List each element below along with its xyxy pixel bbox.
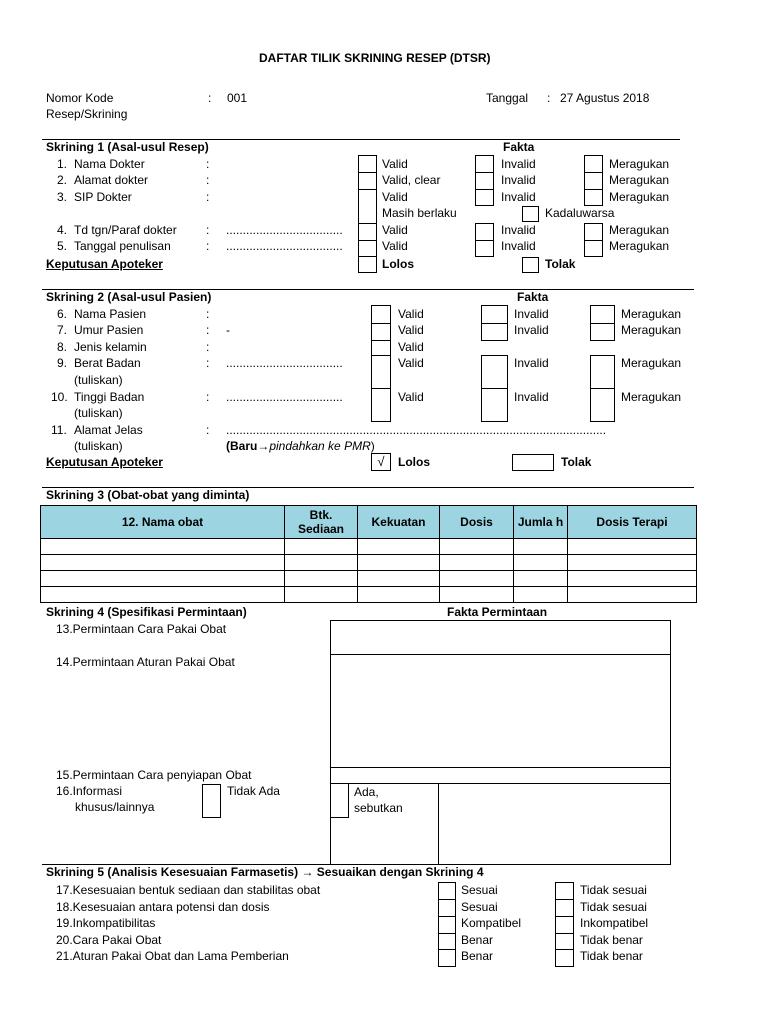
checkbox[interactable] [481, 305, 508, 324]
option-label: Valid [382, 157, 408, 171]
item-number: 11. [51, 423, 67, 437]
checkbox[interactable] [555, 949, 574, 967]
table-row [41, 555, 697, 571]
checkbox[interactable] [475, 189, 494, 206]
checkbox[interactable] [584, 223, 603, 241]
option-label: Invalid [501, 173, 536, 187]
option-label: Meragukan [621, 356, 682, 370]
colon: : [206, 356, 210, 370]
option-label: Meragukan [609, 239, 670, 253]
colon: : [206, 340, 210, 354]
checkbox[interactable] [590, 323, 615, 341]
checkbox[interactable] [590, 355, 615, 389]
checkbox[interactable] [481, 323, 508, 341]
option-label: Sesuai [461, 883, 498, 897]
checkbox[interactable] [584, 172, 603, 190]
option-label: Invalid [501, 157, 536, 171]
decision-label: Keputusan Apoteker [46, 455, 163, 469]
option-label: Benar [461, 949, 494, 963]
colon: : [547, 91, 551, 105]
option-label: Valid [382, 223, 408, 237]
item-number: 9. [57, 356, 68, 370]
checkbox[interactable] [371, 355, 391, 389]
checkbox[interactable] [438, 949, 456, 967]
table-cell[interactable] [568, 539, 697, 555]
item-label: 13.Permintaan Cara Pakai Obat [56, 622, 227, 636]
table-cell[interactable] [358, 539, 440, 555]
baru-close: ) [370, 439, 375, 453]
section-4-title: Skrining 4 (Spesifikasi Permintaan) [46, 605, 247, 619]
option-label: Invalid [514, 390, 549, 404]
section-1-title: Skrining 1 (Asal-usul Resep) [46, 140, 209, 154]
item-label: Alamat dokter [74, 173, 149, 187]
item-label: 18.Kesesuaian antara potensi dan dosis [56, 900, 270, 914]
checkbox[interactable] [371, 340, 391, 356]
checkbox[interactable] [475, 172, 494, 190]
item-number: 6. [57, 307, 68, 321]
table-row [41, 571, 697, 587]
colon: : [206, 423, 210, 437]
checkbox[interactable] [358, 223, 377, 241]
table-cell[interactable] [285, 539, 358, 555]
item-number: 8. [57, 340, 68, 354]
item-number: 1. [57, 157, 68, 171]
checkbox[interactable] [358, 189, 377, 224]
code-label: Nomor Kode [46, 91, 114, 105]
checkbox[interactable] [584, 189, 603, 206]
item-label: Tanggal penulisan [74, 239, 171, 253]
table-row [41, 539, 697, 555]
checkbox[interactable] [371, 388, 391, 422]
checkbox[interactable] [555, 916, 574, 934]
checkbox[interactable] [522, 206, 539, 222]
item-label: 20.Cara Pakai Obat [56, 933, 162, 947]
item-sublabel: (tuliskan) [74, 406, 123, 420]
column-header: 12. Nama obat [41, 506, 285, 539]
item-label: Umur Pasien [74, 323, 144, 337]
checkbox[interactable] [584, 155, 603, 173]
lolos-label: Lolos [398, 455, 430, 469]
item-label: Alamat Jelas [74, 423, 143, 437]
checkbox[interactable] [438, 916, 456, 934]
baru-label: (Baru [226, 439, 258, 453]
item-number: 3. [57, 190, 68, 204]
option-label: Valid, clear [382, 173, 441, 187]
table-cell[interactable] [514, 587, 568, 603]
option-label: Valid [398, 323, 424, 337]
item-label: Nama Dokter [74, 157, 145, 171]
item-fill: ................................... [226, 239, 343, 253]
column-header: Kekuatan [358, 506, 440, 539]
item-fill: ................................... [226, 223, 343, 237]
divider [330, 783, 671, 784]
checkbox[interactable] [555, 882, 574, 900]
fakta-header: Fakta [517, 290, 549, 304]
section-3-title: Skrining 3 (Obat-obat yang diminta) [46, 488, 250, 502]
item-label: khusus/lainnya [75, 800, 155, 814]
checkbox-tolak[interactable] [512, 454, 554, 471]
tidak-ada-label: Tidak Ada [227, 784, 280, 798]
table-cell[interactable] [358, 571, 440, 587]
checkbox[interactable] [358, 172, 377, 190]
table-cell[interactable] [358, 555, 440, 571]
option-label: Valid [398, 356, 424, 370]
checkbox-lolos[interactable] [358, 256, 377, 273]
item-fill: .................................................................................................................. [226, 423, 607, 437]
baru-note-text: pindahkan ke PMR [269, 439, 371, 453]
item-label: 17.Kesesuaian bentuk sediaan dan stabilitas obat [56, 883, 321, 897]
checkbox[interactable] [590, 305, 615, 324]
item-label: 19.Inkompatibilitas [56, 916, 156, 930]
checkbox[interactable] [371, 323, 391, 341]
option-label: Invalid [514, 356, 549, 370]
table-cell[interactable] [41, 587, 285, 603]
table-cell[interactable] [358, 587, 440, 603]
checkbox-tidak-ada[interactable] [202, 784, 221, 818]
table-cell[interactable] [568, 555, 697, 571]
item-number: 5. [57, 239, 68, 253]
checkbox[interactable] [555, 899, 574, 917]
checkbox[interactable] [584, 240, 603, 257]
item-label: 16.Informasi [56, 784, 123, 798]
item-label: Jenis kelamin [74, 340, 147, 354]
checkbox[interactable] [358, 155, 377, 173]
column-header: Btk. Sediaan [285, 506, 358, 539]
colon: : [208, 91, 212, 105]
checkbox[interactable] [555, 933, 574, 950]
checkbox[interactable] [438, 933, 456, 950]
table-cell[interactable] [440, 555, 514, 571]
option-label: Invalid [514, 307, 549, 321]
column-header: Jumla h [514, 506, 568, 539]
table-cell[interactable] [568, 587, 697, 603]
item-label: Tinggi Badan [74, 390, 145, 404]
item-fill: - [226, 323, 230, 337]
divider [348, 783, 349, 817]
option-label: Meragukan [609, 223, 670, 237]
table-cell[interactable] [440, 571, 514, 587]
checkbox[interactable] [481, 388, 508, 422]
option-label: Invalid [514, 323, 549, 337]
checkbox[interactable] [481, 355, 508, 389]
item-label: SIP Dokter [74, 190, 132, 204]
colon: : [206, 307, 210, 321]
item-label: 21.Aturan Pakai Obat dan Lama Pemberian [56, 949, 289, 963]
option-label: Meragukan [621, 390, 682, 404]
column-header: Dosis Terapi [568, 506, 697, 539]
item-number: 7. [57, 323, 68, 337]
colon: : [206, 239, 210, 253]
table-cell[interactable] [514, 539, 568, 555]
baru-note [226, 439, 375, 453]
checkbox[interactable] [371, 305, 391, 324]
item-sublabel: (tuliskan) [74, 439, 123, 453]
option-label: Tidak sesuai [580, 900, 647, 914]
checkbox[interactable] [475, 155, 494, 173]
code-label-2: Resep/Skrining [46, 107, 128, 121]
tolak-label: Tolak [561, 455, 592, 469]
option-label: Valid [398, 340, 424, 354]
section-5-title [46, 865, 484, 879]
ada-label: Ada, [354, 785, 379, 799]
colon: : [206, 190, 210, 204]
option-label: Meragukan [609, 157, 670, 171]
option-label: Kadaluwarsa [545, 206, 615, 220]
checkbox[interactable] [475, 223, 494, 241]
arrow-icon: → [301, 865, 314, 879]
item-label: Nama Pasien [74, 307, 147, 321]
option-label: Tidak sesuai [580, 883, 647, 897]
checkbox[interactable] [438, 882, 456, 900]
table-cell[interactable] [41, 555, 285, 571]
table-header-row [41, 506, 697, 539]
option-label: Invalid [501, 190, 536, 204]
item-number: 10. [51, 390, 68, 404]
option-label: Valid [398, 390, 424, 404]
section-2-title: Skrining 2 (Asal-usul Pasien) [46, 290, 212, 304]
colon: : [206, 173, 210, 187]
divider [330, 654, 671, 655]
table-cell[interactable] [440, 539, 514, 555]
section-5-title-b: Sesuaikan dengan Skrining 4 [316, 865, 484, 879]
table-cell[interactable] [285, 587, 358, 603]
colon: : [206, 323, 210, 337]
divider [438, 783, 439, 865]
arrow-icon: → [257, 439, 270, 453]
table-cell[interactable] [568, 571, 697, 587]
table-cell[interactable] [41, 571, 285, 587]
table-cell[interactable] [41, 539, 285, 555]
item-label: 15.Permintaan Cara penyiapan Obat [56, 768, 252, 782]
option-label: Tidak benar [580, 933, 643, 947]
option-label: Valid [382, 239, 408, 253]
checkbox-lolos[interactable]: √ [371, 453, 391, 471]
page-title: DAFTAR TILIK SKRINING RESEP (DTSR) [259, 51, 491, 65]
option-label: Valid [382, 190, 408, 204]
item-label: Berat Badan [74, 356, 141, 370]
checkbox-tolak[interactable] [522, 257, 539, 273]
item-number: 4. [57, 223, 68, 237]
divider [330, 817, 349, 818]
table-cell[interactable] [514, 571, 568, 587]
item-fill: ................................... [226, 390, 343, 404]
checkbox[interactable] [590, 388, 615, 422]
option-label: Sesuai [461, 900, 498, 914]
item-fill: ................................... [226, 356, 343, 370]
divider [330, 767, 671, 768]
table-cell[interactable] [440, 587, 514, 603]
column-header: Dosis [440, 506, 514, 539]
lolos-label: Lolos [382, 257, 414, 271]
fakta-permintaan-header: Fakta Permintaan [447, 605, 548, 619]
checkbox[interactable] [438, 899, 456, 917]
option-label: Meragukan [621, 323, 682, 337]
ada-label: sebutkan [354, 801, 403, 815]
table-row [41, 587, 697, 603]
code-value: 001 [227, 91, 248, 105]
option-label: Meragukan [609, 190, 670, 204]
date-value: 27 Agustus 2018 [560, 91, 650, 105]
option-label: Valid [398, 307, 424, 321]
item-sublabel: (tuliskan) [74, 373, 123, 387]
option-label: Masih berlaku [382, 206, 457, 220]
fakta-header: Fakta [503, 140, 535, 154]
fakta-permintaan-box[interactable] [330, 620, 671, 865]
table-cell[interactable] [285, 571, 358, 587]
colon: : [206, 223, 210, 237]
table-cell[interactable] [514, 555, 568, 571]
checkbox[interactable] [358, 240, 377, 257]
section-5-title-a: Skrining 5 (Analisis Kesesuaian Farmasetis) [46, 865, 299, 879]
item-number: 2. [57, 173, 68, 187]
option-label: Benar [461, 933, 494, 947]
option-label: Meragukan [609, 173, 670, 187]
decision-label: Keputusan Apoteker [46, 257, 163, 271]
colon: : [206, 157, 210, 171]
option-label: Tidak benar [580, 949, 643, 963]
option-label: Meragukan [621, 307, 682, 321]
option-label: Invalid [501, 223, 536, 237]
table-cell[interactable] [285, 555, 358, 571]
colon: : [206, 390, 210, 404]
checkbox[interactable] [475, 240, 494, 257]
item-label: 14.Permintaan Aturan Pakai Obat [56, 655, 235, 669]
option-label: Inkompatibel [580, 916, 649, 930]
medication-table [40, 505, 697, 603]
option-label: Kompatibel [461, 916, 522, 930]
item-label: Td tgn/Paraf dokter [74, 223, 177, 237]
date-label: Tanggal [486, 91, 529, 105]
option-label: Invalid [501, 239, 536, 253]
tolak-label: Tolak [545, 257, 576, 271]
